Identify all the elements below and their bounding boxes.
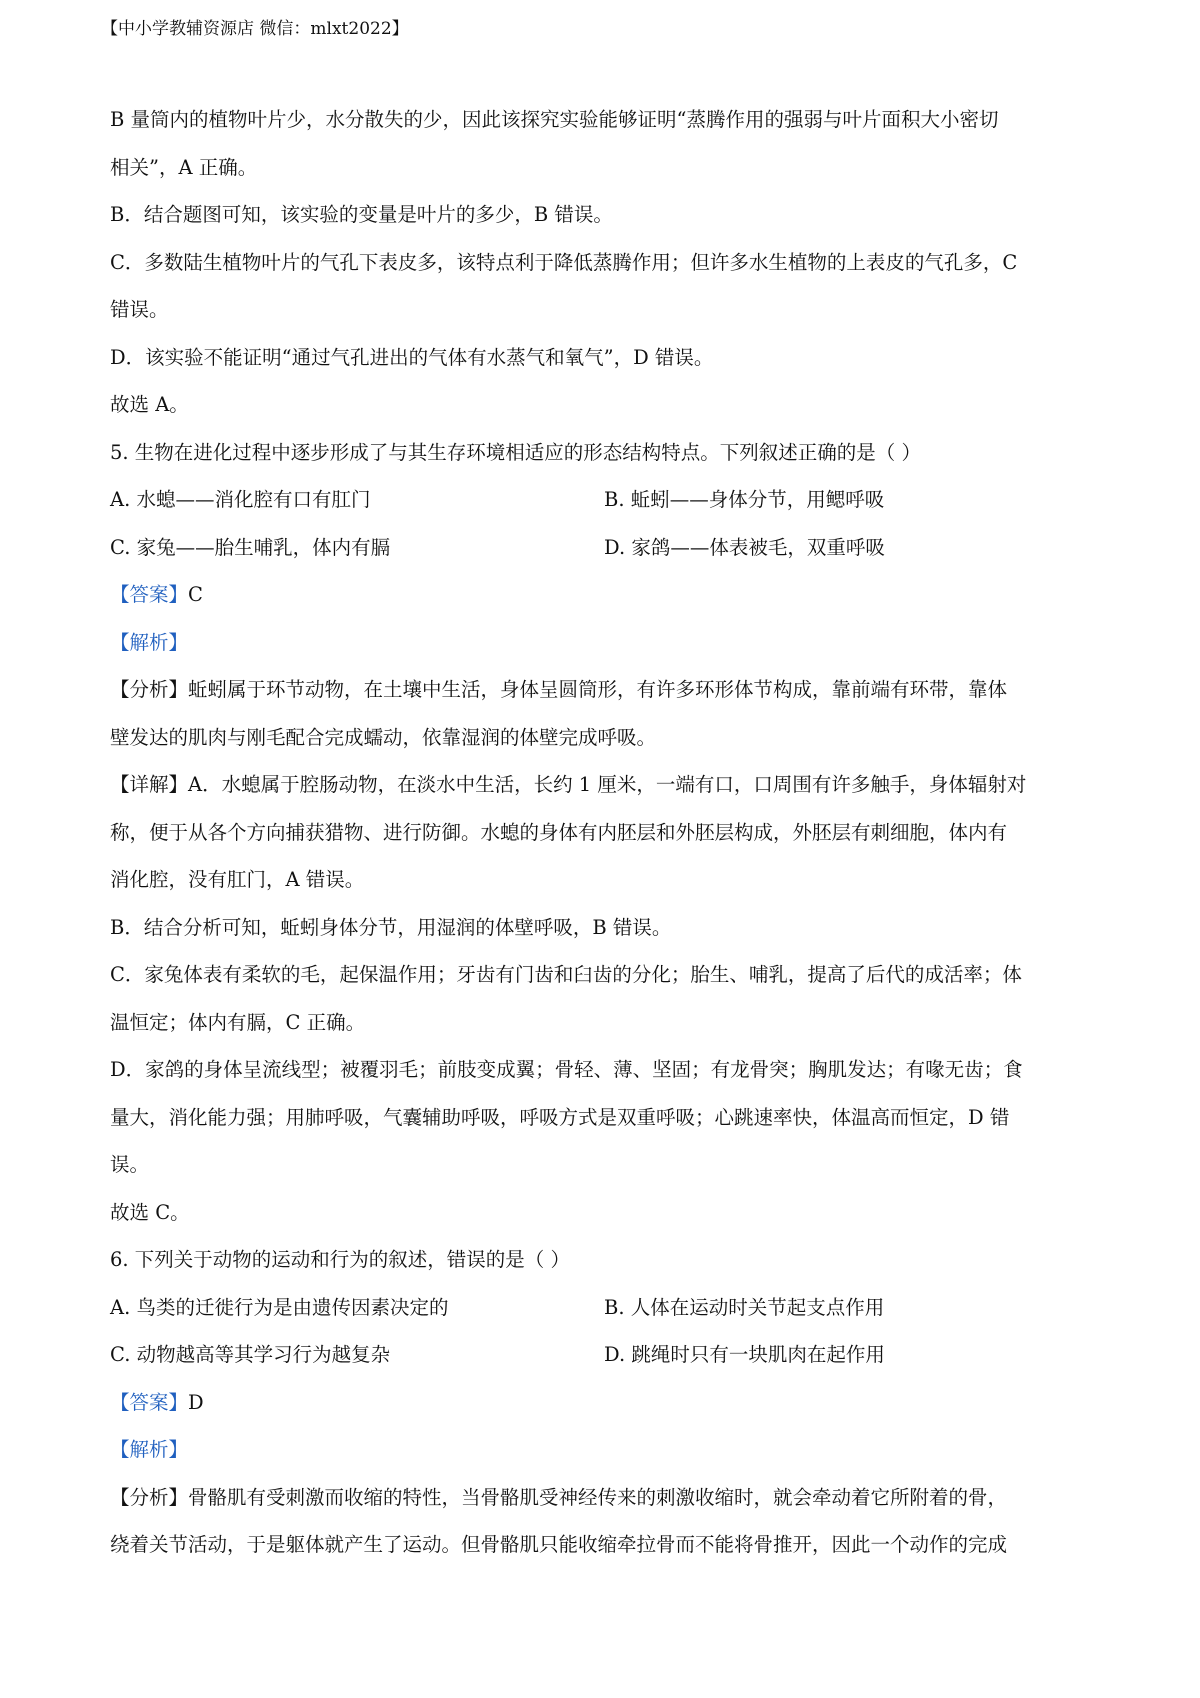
answer-value: D	[188, 1390, 204, 1414]
answer-line	[110, 571, 1100, 619]
question-6	[110, 1236, 1100, 1569]
text-line: 消化腔，没有肛门，A 错误。	[110, 868, 365, 891]
option-row	[110, 476, 1100, 524]
option-row	[110, 1284, 1100, 1332]
text-line: 绕着关节活动，于是躯体就产生了运动。但骨骼肌只能收缩牵拉骨而不能将骨推开，因此一个动作的完成	[110, 1533, 1008, 1556]
option-c: C. 动物越高等其学习行为越复杂	[110, 1343, 391, 1366]
text-line: D．家鸽的身体呈流线型；被覆羽毛；前肢变成翼；骨轻、薄、坚固；有龙骨突；胸肌发达；有喙无齿；食	[110, 1058, 1023, 1081]
text-line: B．结合题图可知，该实验的变量是叶片的多少，B 错误。	[110, 203, 613, 226]
text-line: 相关”，A 正确。	[110, 155, 258, 179]
q4-analysis	[110, 96, 1100, 429]
text-line: 称，便于从各个方向捕获猎物、进行防御。水螅的身体有内胚层和外胚层构成，外胚层有刺细胞，体内有	[110, 820, 1008, 844]
option-a: A. 水螅——消化腔有口有肛门	[110, 488, 371, 511]
option-c: C. 家兔——胎生哺乳，体内有膈	[110, 535, 391, 559]
option-d: D. 跳绳时只有一块肌肉在起作用	[604, 1343, 885, 1366]
answer-line	[110, 1379, 1100, 1427]
text-line: B 量筒内的植物叶片少，水分散失的少，因此该探究实验能够证明“蒸腾作用的强弱与叶片面积大小密切	[110, 108, 999, 131]
analysis-label: 【解析】	[110, 630, 189, 654]
question-stem: 6. 下列关于动物的运动和行为的叙述，错误的是（ ）	[110, 1248, 571, 1271]
text-line: B．结合分析可知，蚯蚓身体分节，用湿润的体壁呼吸，B 错误。	[110, 915, 672, 939]
option-d: D. 家鸽——体表被毛，双重呼吸	[604, 535, 885, 559]
text-line: C．家兔体表有柔软的毛，起保温作用；牙齿有门齿和臼齿的分化；胎生、哺乳，提高了后代的成活率；体	[110, 963, 1022, 986]
document-body	[110, 96, 1100, 1569]
answer-label: 【答案】	[110, 1390, 189, 1414]
text-line: 错误。	[110, 298, 169, 321]
option-b: B. 蚯蚓——身体分节，用鳃呼吸	[604, 488, 885, 511]
text-line: C．多数陆生植物叶片的气孔下表皮多，该特点利于降低蒸腾作用；但许多水生植物的上表皮的气孔多，C	[110, 250, 1018, 274]
answer-label: 【答案】	[110, 583, 189, 606]
question-stem: 5. 生物在进化过程中逐步形成了与其生存环境相适应的形态结构特点。下列叙述正确的是（ ）	[110, 440, 922, 464]
text-line: D．该实验不能证明“通过气孔进出的气体有水蒸气和氧气”，D 错误。	[110, 345, 714, 369]
text-line: 误。	[110, 1153, 150, 1176]
text-line: 【分析】骨骼肌有受刺激而收缩的特性，当骨骼肌受神经传来的刺激收缩时，就会牵动着它所附着的骨，	[110, 1485, 1008, 1509]
text-line: 壁发达的肌肉与刚毛配合完成蠕动，依靠湿润的体壁完成呼吸。	[110, 725, 657, 749]
text-line: 【分析】蚯蚓属于环节动物，在土壤中生活，身体呈圆筒形，有许多环形体节构成，靠前端有环带，靠体	[110, 678, 1008, 701]
text-line: 故选 A。	[110, 393, 189, 416]
question-5	[110, 429, 1100, 1237]
text-line: 温恒定；体内有膈，C 正确。	[110, 1010, 366, 1034]
text-line: 量大，消化能力强；用肺呼吸，气囊辅助呼吸，呼吸方式是双重呼吸；心跳速率快，体温高而恒定，D 错	[110, 1105, 1010, 1129]
analysis-label: 【解析】	[110, 1438, 189, 1461]
answer-value: C	[188, 583, 203, 606]
text-line: 故选 C。	[110, 1200, 190, 1224]
option-b: B. 人体在运动时关节起支点作用	[604, 1295, 885, 1319]
page-header: 【中小学教辅资源店 微信：mlxt2022】	[101, 19, 409, 39]
option-row	[110, 1331, 1100, 1379]
option-a: A. 鸟类的迁徙行为是由遗传因素决定的	[110, 1295, 449, 1319]
text-line: 【详解】A．水螅属于腔肠动物，在淡水中生活，长约 1 厘米，一端有口，口周围有许多触手，身体辐射对	[110, 773, 1027, 796]
option-row	[110, 524, 1100, 572]
